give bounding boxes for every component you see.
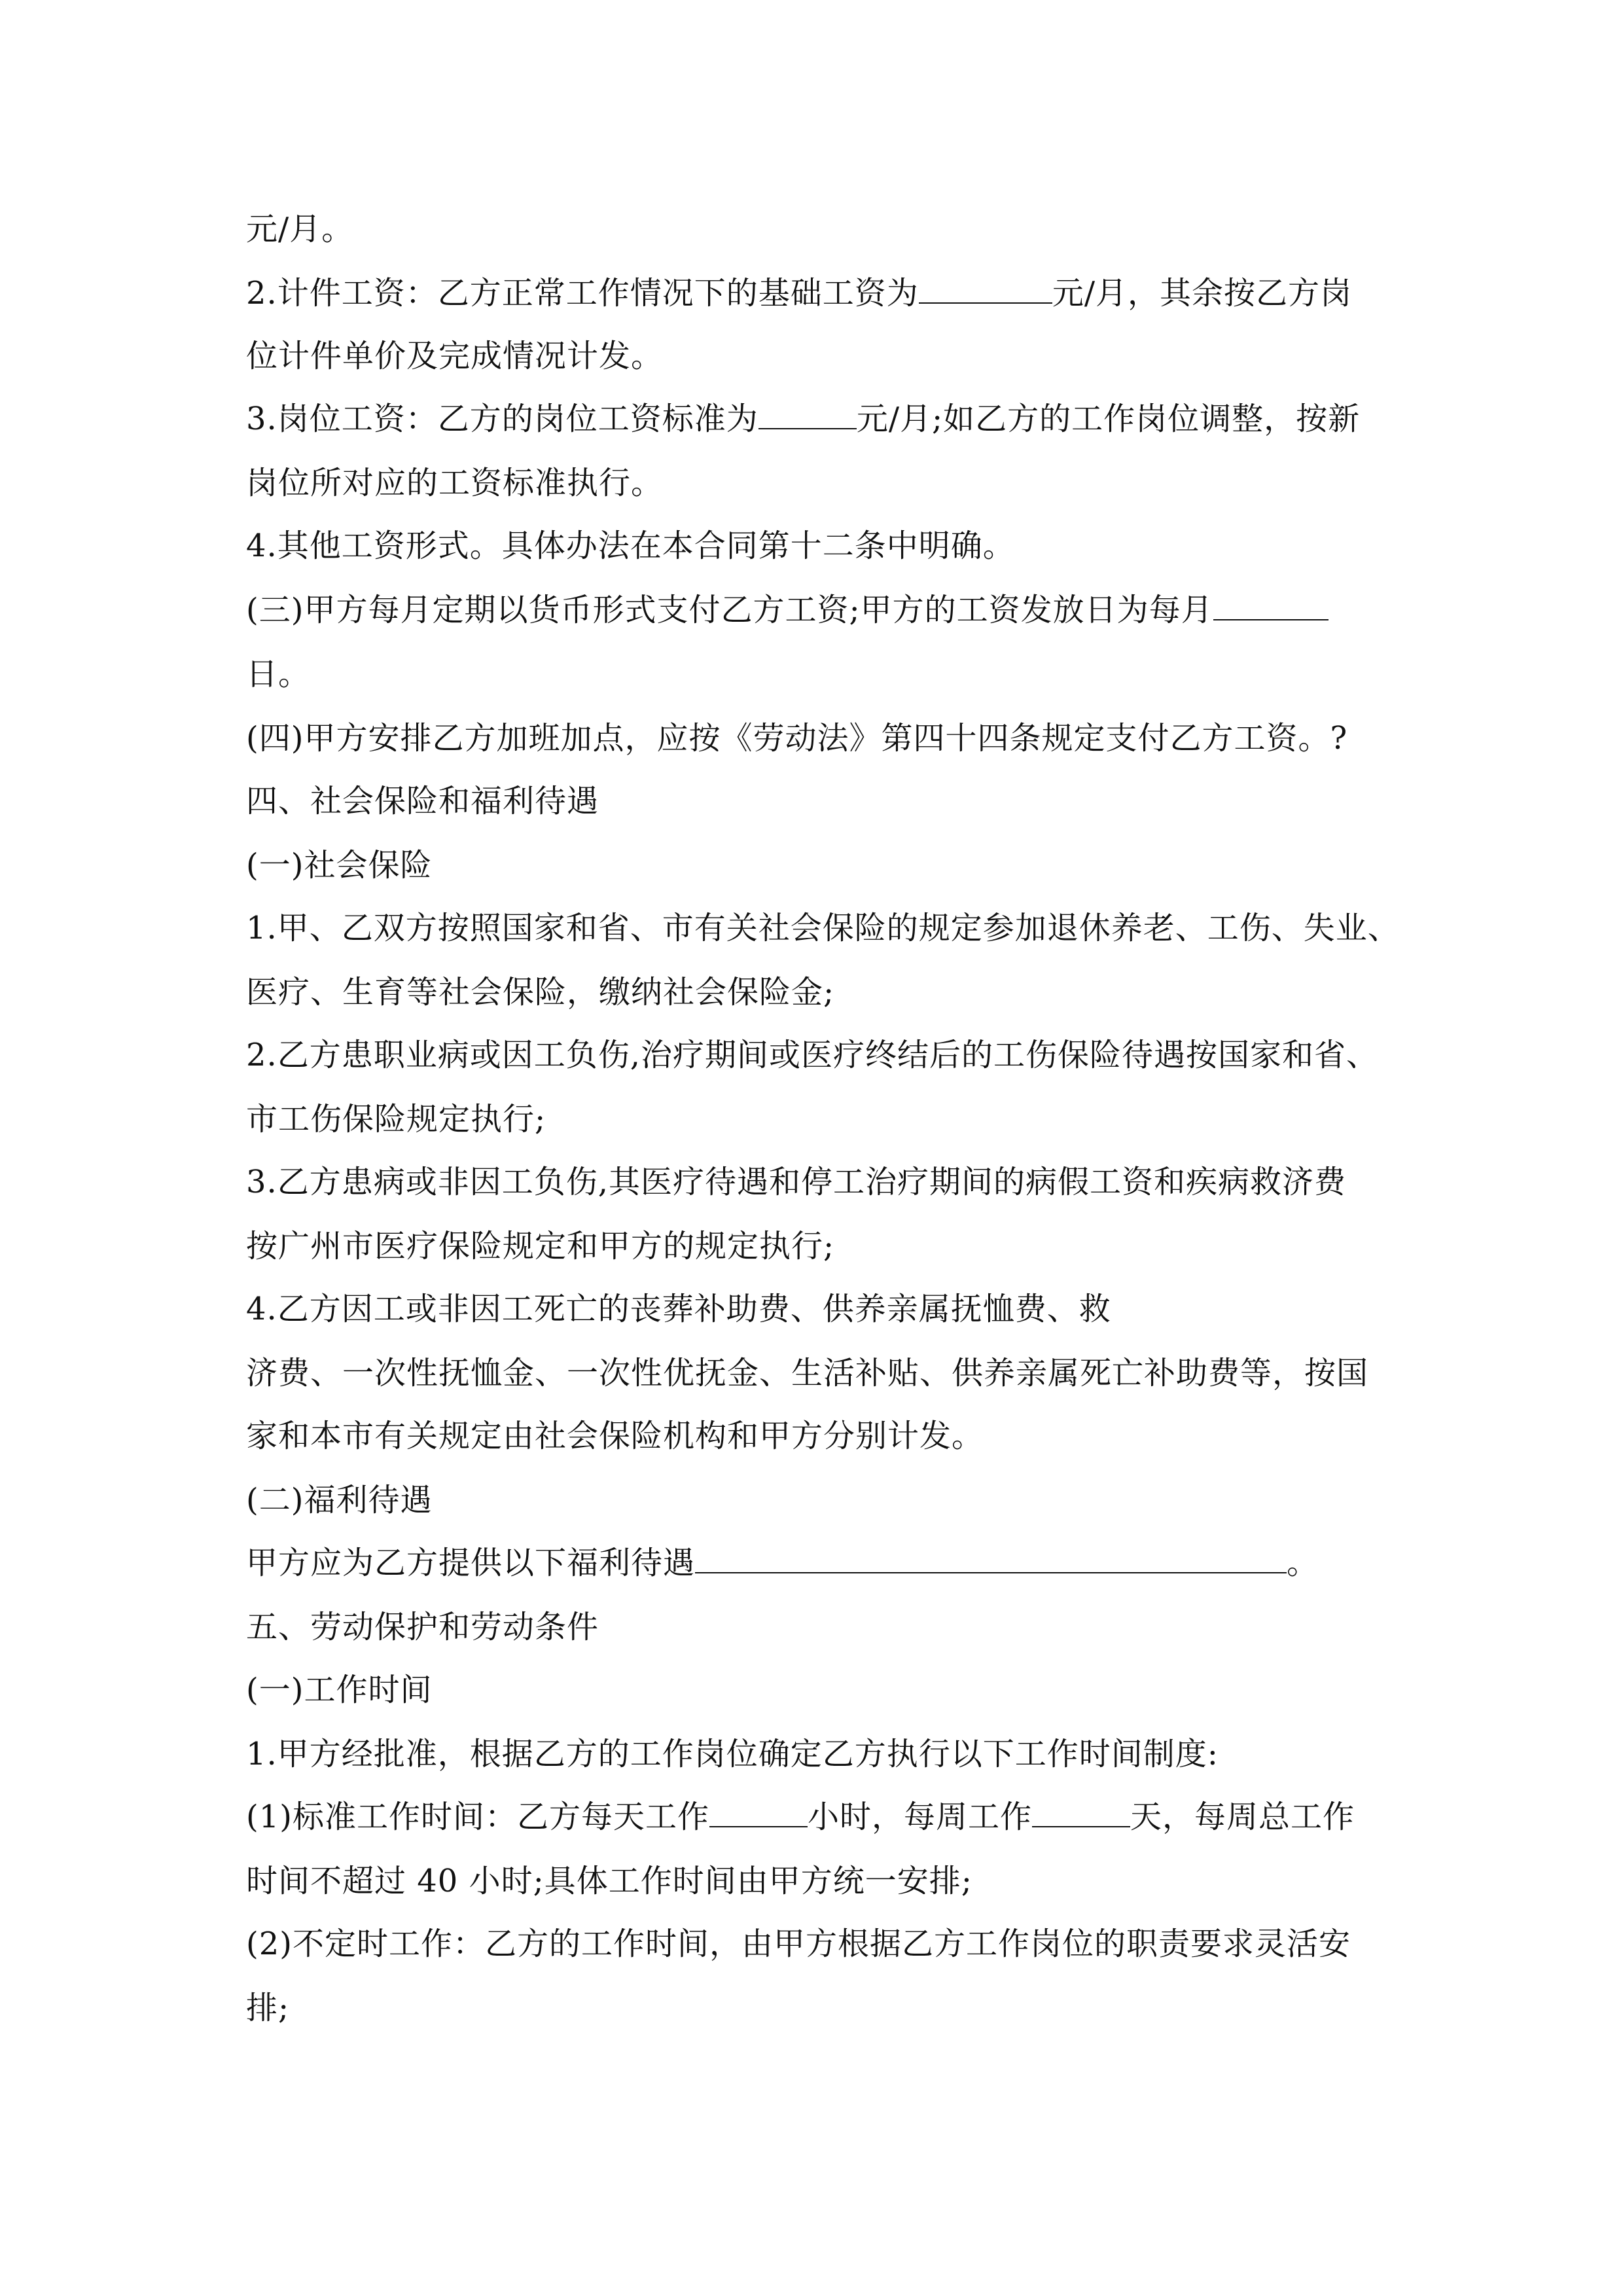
fill-in-blank [758, 399, 857, 429]
section-heading: 四、社会保险和福利待遇 [246, 783, 599, 819]
subsection-heading: (一)社会保险 [246, 847, 433, 884]
fill-in-blank [695, 1543, 1287, 1573]
text-line: 3.岗位工资：乙方的岗位工资标准为 元/月;如乙方的工作岗位调整，按新 [246, 401, 1361, 437]
text-line: 3.乙方患病或非因工负伤,其医疗待遇和停工治疗期间的病假工资和疾病救济费 [246, 1164, 1347, 1200]
text-line: (四)甲方安排乙方加班加点，应按《劳动法》第四十四条规定支付乙方工资。? [246, 720, 1348, 757]
text-line: 元/月。 [246, 211, 354, 247]
subsection-heading: (二)福利待遇 [246, 1482, 433, 1518]
fill-in-blank [1032, 1797, 1130, 1827]
subsection-heading: (一)工作时间 [246, 1672, 433, 1708]
text-line: 市工伤保险规定执行; [246, 1101, 546, 1138]
text-line: (三)甲方每月定期以货币形式支付乙方工资;甲方的工资发放日为每月 [246, 590, 1329, 630]
text-line: (1)标准工作时间：乙方每天工作 小时，每周工作 天，每周总工作 [246, 1799, 1355, 1835]
text-line: 济费、一次性抚恤金、一次性优抚金、生活补贴、供养亲属死亡补助费等，按国 [246, 1355, 1369, 1391]
text-line: (2)不定时工作：乙方的工作时间，由甲方根据乙方工作岗位的职责要求灵活安 [246, 1926, 1351, 1962]
text-line: 1.甲方经批准，根据乙方的工作岗位确定乙方执行以下工作时间制度: [246, 1736, 1219, 1772]
text-line: 排; [246, 1990, 290, 2026]
text-line: 医疗、生育等社会保险，缴纳社会保险金; [246, 974, 835, 1011]
text-line: 甲方应为乙方提供以下福利待遇 。 [246, 1545, 1319, 1581]
text-line: 岗位所对应的工资标准执行。 [246, 465, 664, 501]
fill-in-blank [709, 1797, 808, 1827]
fill-in-blank [1213, 590, 1329, 620]
text-line: 4.乙方因工或非因工死亡的丧葬补助费、供养亲属抚恤费、救 [246, 1291, 1111, 1327]
text-line: 2.乙方患职业病或因工负伤,治疗期间或医疗终结后的工伤保险待遇按国家和省、 [246, 1037, 1379, 1073]
text-line: 2.计件工资：乙方正常工作情况下的基础工资为 元/月，其余按乙方岗 [246, 275, 1352, 312]
fill-in-blank [919, 274, 1052, 304]
text-line: 1.甲、乙双方按照国家和省、市有关社会保险的规定参加退休养老、工伤、失业、 [246, 910, 1400, 946]
text-line: 4.其他工资形式。具体办法在本合同第十二条中明确。 [246, 528, 1015, 564]
text-line: 家和本市有关规定由社会保险机构和甲方分别计发。 [246, 1418, 984, 1454]
section-heading: 五、劳动保护和劳动条件 [246, 1609, 599, 1645]
text-line: 时间不超过 40 小时;具体工作时间由甲方统一安排; [246, 1863, 972, 1899]
text-line: 日。 [246, 656, 311, 692]
text-line: 位计件单价及完成情况计发。 [246, 338, 664, 374]
text-line: 按广州市医疗保险规定和甲方的规定执行; [246, 1228, 835, 1265]
